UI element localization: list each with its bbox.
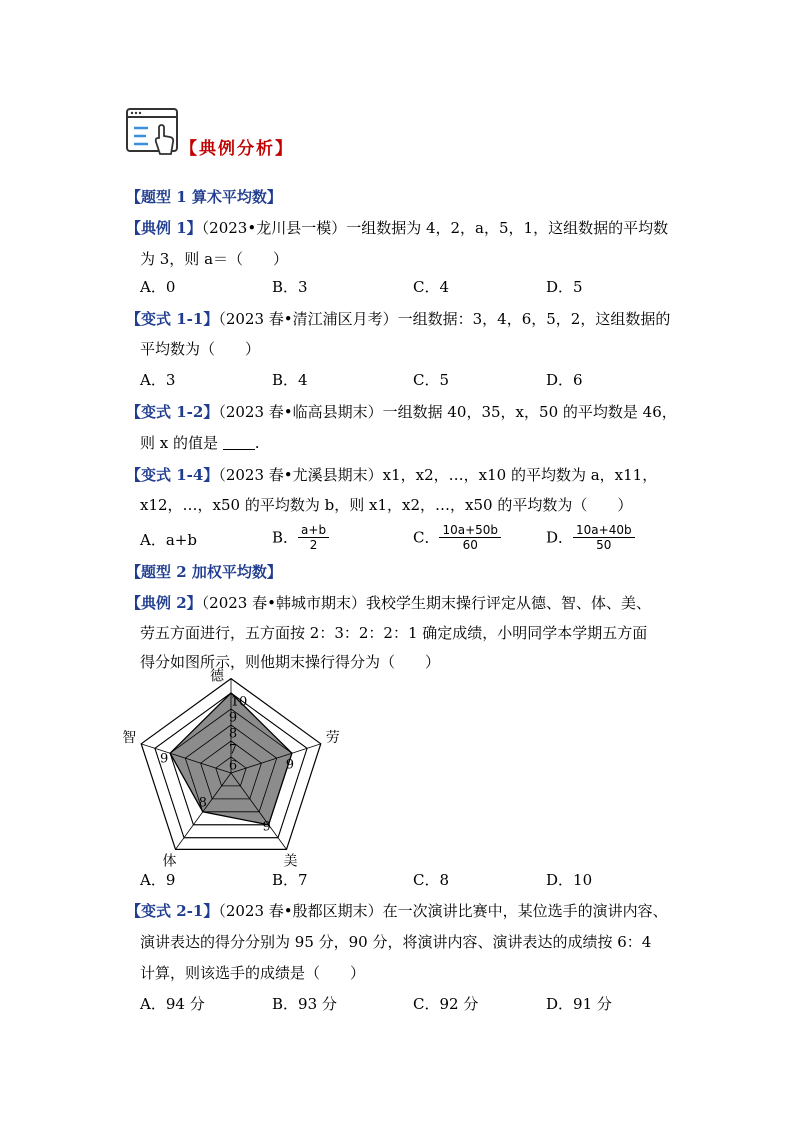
- question-1-option-b[interactable]: B．3: [272, 278, 308, 296]
- question-1-option-a[interactable]: A．0: [140, 278, 176, 296]
- question-6-option-a[interactable]: A．94 分: [140, 995, 205, 1013]
- header-icon: [126, 108, 182, 156]
- question-2-line2: 平均数为（ ）: [140, 340, 261, 358]
- radar-scale-label-9: 9: [228, 710, 238, 726]
- question-2-option-b[interactable]: B．4: [272, 371, 308, 389]
- question-4-option-b[interactable]: [272, 523, 329, 552]
- computer-pointer-icon: [126, 108, 182, 156]
- question-4-text1: （2023 春•尤溪县期末）x1，x2，…，x10 的平均数为 a，x11，: [218, 466, 658, 484]
- fraction-c-numerator: 10a+50b: [439, 523, 501, 538]
- fraction-d: [573, 523, 635, 552]
- option-b-label: B．: [272, 528, 299, 547]
- question-1-option-c[interactable]: C．4: [413, 278, 450, 296]
- question-1-option-d[interactable]: D．5: [546, 278, 583, 296]
- section-title-2: 【题型 2 加权平均数】: [126, 563, 282, 581]
- question-1-line1: [126, 218, 668, 238]
- question-6-line1: [126, 901, 668, 921]
- question-3-text1: （2023 春•临高县期末）一组数据 40，35，x，50 的平均数是 46，: [218, 403, 677, 421]
- question-5-option-c[interactable]: C．8: [413, 871, 450, 889]
- question-5-option-a[interactable]: A．9: [140, 871, 176, 889]
- fraction-d-denominator: 50: [596, 538, 612, 552]
- fraction-b: [298, 523, 329, 552]
- radar-score-label-3: 8: [198, 795, 207, 811]
- question-4-tag: 【变式 1-4】: [126, 466, 219, 484]
- radar-axis-label-2: 美: [283, 853, 298, 870]
- question-6-option-b[interactable]: B．93 分: [272, 995, 337, 1013]
- fraction-d-numerator: 10a+40b: [573, 523, 635, 538]
- question-3-period: .: [254, 434, 260, 452]
- question-2-tag: 【变式 1-1】: [126, 310, 219, 328]
- radar-axis-label-0: 德: [210, 668, 224, 685]
- section-title-1: 【题型 1 算术平均数】: [126, 188, 282, 206]
- question-6-line2: 演讲表达的得分分别为 95 分，90 分，将演讲内容、演讲表达的成绩按 6：4: [140, 933, 652, 951]
- question-6-line3: 计算，则该选手的成绩是（ ）: [140, 964, 366, 982]
- fraction-c: [439, 523, 501, 552]
- question-2-option-c[interactable]: C．5: [413, 371, 450, 389]
- radar-axis-label-3: 体: [162, 853, 177, 870]
- question-4-option-c[interactable]: [413, 523, 501, 552]
- question-2-text1: （2023 春•清江浦区月考）一组数据：3，4，6，5，2，这组数据的: [218, 310, 671, 328]
- option-c-label: C．: [413, 528, 440, 547]
- radar-score-label-2: 9: [262, 819, 271, 835]
- answer-blank[interactable]: [223, 435, 255, 450]
- radar-axis-label-1: 劳: [325, 729, 340, 746]
- radar-axis-label-4: 智: [122, 729, 137, 746]
- question-5-option-b[interactable]: B．7: [272, 871, 308, 889]
- question-5-text1: （2023 春•韩城市期末）我校学生期末操行评定从德、智、体、美、: [201, 594, 651, 612]
- radar-scale-label-10: 10: [230, 694, 248, 710]
- question-6-option-c[interactable]: C．92 分: [413, 995, 479, 1013]
- radar-score-label-4: 9: [159, 751, 169, 767]
- fraction-b-denominator: 2: [309, 538, 318, 552]
- question-2-line1: [126, 309, 670, 329]
- question-3-line1: [126, 402, 677, 422]
- question-2-option-a[interactable]: A．3: [140, 371, 176, 389]
- question-2-option-d[interactable]: D．6: [546, 371, 583, 389]
- question-3-line2: [140, 433, 260, 453]
- question-5-tag: 【典例 2】: [126, 594, 202, 612]
- question-5-option-d[interactable]: D．10: [546, 871, 593, 889]
- question-5-line1: [126, 593, 651, 613]
- question-4-option-d[interactable]: [546, 523, 635, 552]
- section-header-title: 【典例分析】: [180, 139, 294, 159]
- fraction-c-denominator: 60: [462, 538, 478, 552]
- question-3-tag: 【变式 1-2】: [126, 403, 219, 421]
- radar-scale-label-6: 6: [228, 758, 238, 774]
- question-1-line2: 为 3，则 a＝（ ）: [140, 250, 289, 268]
- question-1-text1: （2023•龙川县一模）一组数据为 4，2，a，5，1，这组数据的平均数: [201, 219, 669, 237]
- question-1-tag: 【典例 1】: [126, 219, 202, 237]
- question-5-line3: 得分如图所示，则他期末操行得分为（ ）: [140, 653, 441, 671]
- question-4-option-a[interactable]: A．a+b: [140, 531, 197, 549]
- question-6-text1: （2023 春•殷都区期末）在一次演讲比赛中，某位选手的演讲内容、: [218, 902, 668, 920]
- question-4-line2: x12，…，x50 的平均数为 b，则 x1，x2，…，x50 的平均数为（ ）: [140, 496, 633, 514]
- radar-svg: [122, 668, 340, 870]
- radar-chart: [122, 668, 340, 870]
- question-4-line1: [126, 465, 657, 485]
- question-6-option-d[interactable]: D．91 分: [546, 995, 612, 1013]
- fraction-b-numerator: a+b: [298, 523, 329, 538]
- radar-score-label-1: 9: [285, 757, 295, 773]
- question-5-line2: 劳五方面进行，五方面按 2：3：2：2：1 确定成绩，小明同学本学期五方面: [140, 624, 648, 642]
- question-6-tag: 【变式 2-1】: [126, 902, 219, 920]
- radar-scale-label-8: 8: [228, 726, 238, 742]
- option-d-label: D．: [546, 528, 574, 547]
- question-3-text2: 则 x 的值是: [140, 434, 218, 452]
- radar-scale-label-7: 7: [228, 742, 238, 758]
